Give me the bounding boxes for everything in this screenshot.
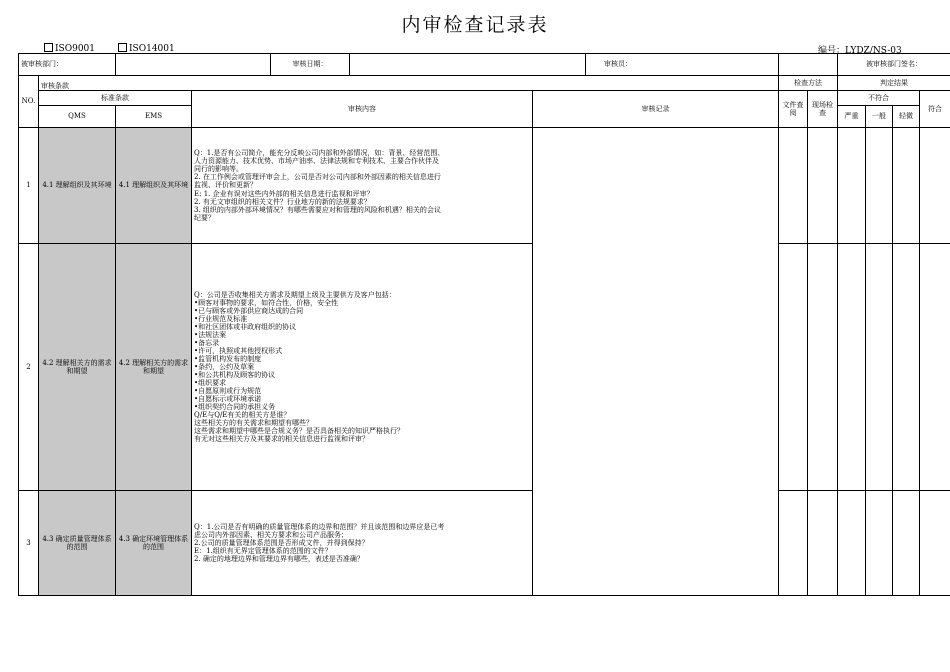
doc-review-header: 文件查阅 (779, 91, 808, 128)
severe-cell[interactable] (838, 491, 866, 596)
table-row (19, 128, 950, 244)
qms-header: QMS (39, 106, 116, 128)
row-number: 1 (19, 128, 39, 244)
row-number: 3 (19, 491, 39, 596)
severe-cell[interactable] (838, 244, 866, 491)
ems-header: EMS (116, 106, 192, 128)
clause-header: 审核条款 (39, 76, 779, 91)
checkbox-icon (44, 43, 53, 52)
dept-sign-label: 被审核部门签名： (838, 54, 950, 76)
audit-content: Q：1.是否有公司简介，能充分反映公司内部和外部情况，如：背景、经营范围、 人力资源能力、技术优势、市场产油率、法律法规和专利技术、主要合作伙伴及 同行的影响等。 2. 在工作例会或管理评审会上，公司是否对公司内部和外部因素的相关信息进行 监视、评价和更新？ E: 1. 企业有误对这些内外部的相关信息进行监视和评审？ 2. 有无文审组织的相关文件？行业地方的新的法规要求？ 3. 组织的内部外部环境情况？有哪些需要应对和管理的风险和机遇？相关的会议 纪要？ (192, 128, 533, 244)
audit-record-field[interactable] (533, 128, 779, 596)
audit-content: Q：公司是否收集相关方需求及期望上级及主要供方及客户包括： •顾客对事物的要求，如符合性，价格，安全性 •已与顾客或外部供应商达成的合同 •行业规范及标准 •和社区团体或非政府组织的协议 •法规法案 •备忘录 •许可，执照或其他授权形式 •监管机构发布的制度 •条约，公约及草案 •和公共机构及顾客的协议 •组织要求 •自愿原则或行为规范 •自愿标示或环境承诺 •组织契约合同的承担义务 Q/E与Q/E有关的相关方是谁？ 这些相关方的有关需求和期望有哪些？ 这些需求和期望中哪些是合规义务？是否具备相关的知识严格执行？ 有无对这些相关方及其要求的相关信息进行监视和评审？ (192, 244, 533, 491)
audit-date-label: 审核日期： (271, 54, 350, 76)
ems-clause: 4.1 理解组织及其环境 (116, 128, 192, 244)
auditor-field[interactable] (779, 54, 838, 76)
qms-clause: 4.2 理解相关方的需求和期望 (39, 244, 116, 491)
minor-header: 轻微 (893, 106, 920, 128)
doc-review-cell[interactable] (779, 491, 808, 596)
auditor-label: 审核员： (586, 54, 779, 76)
minor-cell[interactable] (893, 244, 920, 491)
site-check-cell[interactable] (808, 244, 838, 491)
doc-number: 编号：LYDZ/NS-03 (818, 46, 902, 56)
checkbox-icon (118, 43, 127, 52)
method-header: 检查方法 (779, 76, 838, 91)
audit-date-field[interactable] (350, 54, 586, 76)
no-header: NO. (19, 76, 39, 128)
conform-cell[interactable] (920, 491, 950, 596)
general-cell[interactable] (866, 128, 893, 244)
audited-dept-field[interactable] (116, 54, 271, 76)
record-header: 审核记录 (533, 91, 779, 128)
audit-content: Q：1.公司是否有明确的质量管理体系的边界和范围？并且该范围和边界应是已考 虑公司内外部因素、相关方要求和公司产品服务； 2.公司的质量管理体系范围是否形成文件，并得到保持？ E：1.组织有无界定管理体系的范围的文件？ 2. 确定的地理边界和管理边界有哪些，表述是否准确？ (192, 491, 533, 596)
minor-cell[interactable] (893, 128, 920, 244)
qms-clause: 4.3 确定质量管理体系的范围 (39, 491, 116, 596)
iso14001-label: ISO14001 (129, 44, 175, 54)
table-row (19, 491, 950, 596)
nonconform-header: 不符合 (838, 91, 920, 106)
conform-cell[interactable] (920, 128, 950, 244)
std-clause-header: 标准条款 (39, 91, 192, 106)
iso9001-label: ISO9001 (55, 44, 96, 54)
content-header: 审核内容 (192, 91, 533, 128)
qms-clause: 4.1 理解组织及其环境 (39, 128, 116, 244)
general-header: 一般 (866, 106, 893, 128)
site-check-header: 现场检查 (808, 91, 838, 128)
site-check-cell[interactable] (808, 128, 838, 244)
judge-header: 判定结果 (838, 76, 950, 91)
general-cell[interactable] (866, 244, 893, 491)
table-row (19, 244, 950, 491)
conform-header: 符合 (920, 91, 950, 128)
minor-cell[interactable] (893, 491, 920, 596)
doc-review-cell[interactable] (779, 244, 808, 491)
ems-clause: 4.2 理解相关方的需求和期望 (116, 244, 192, 491)
conform-cell[interactable] (920, 244, 950, 491)
page-title: 内审检查记录表 (401, 14, 549, 36)
doc-review-cell[interactable] (779, 128, 808, 244)
severe-header: 严重 (838, 106, 866, 128)
general-cell[interactable] (866, 491, 893, 596)
severe-cell[interactable] (838, 128, 866, 244)
ems-clause: 4.3 确定环境管理体系的范围 (116, 491, 192, 596)
site-check-cell[interactable] (808, 491, 838, 596)
row-number: 2 (19, 244, 39, 491)
audit-record-table (18, 53, 950, 596)
audited-dept-label: 被审核部门： (19, 54, 116, 76)
